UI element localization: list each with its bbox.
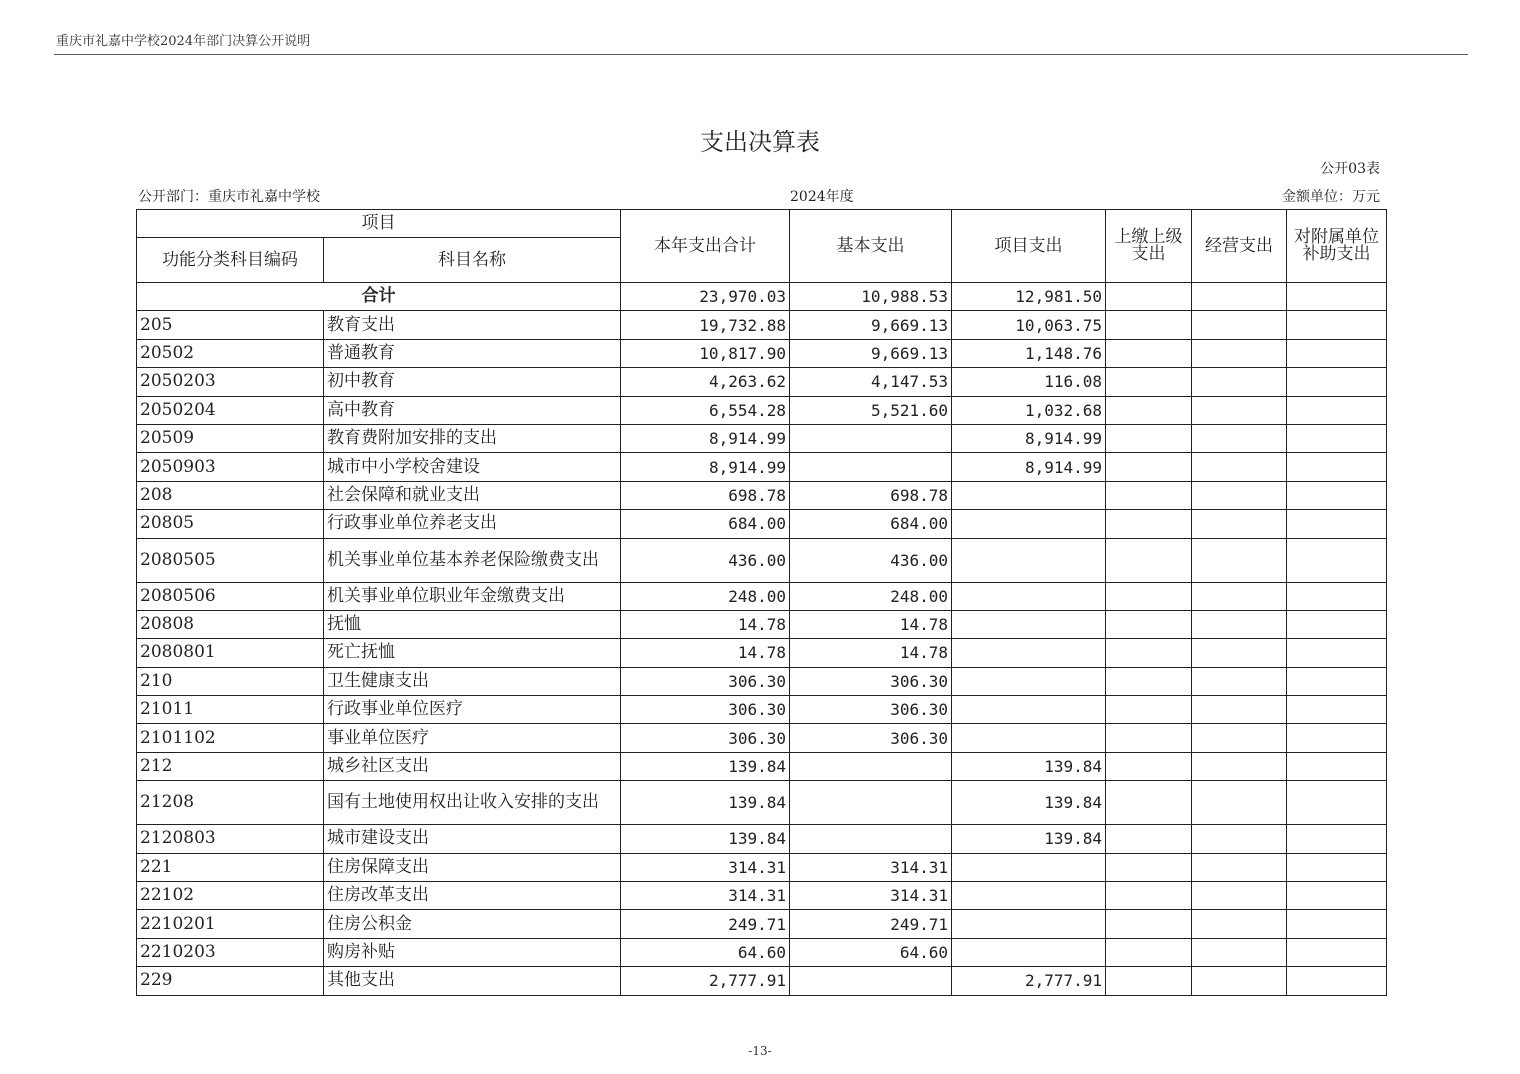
row-upper — [1106, 582, 1192, 610]
row-basic — [790, 781, 952, 825]
row-business — [1192, 339, 1287, 367]
row-subsidy — [1287, 538, 1387, 582]
row-name: 住房保障支出 — [324, 853, 621, 881]
row-total: 139.84 — [621, 781, 790, 825]
row-code: 205 — [137, 311, 324, 339]
row-basic: 306.30 — [790, 667, 952, 695]
row-subsidy — [1287, 510, 1387, 538]
row-business — [1192, 781, 1287, 825]
row-business — [1192, 311, 1287, 339]
row-code: 21208 — [137, 781, 324, 825]
row-upper — [1106, 396, 1192, 424]
row-basic: 249.71 — [790, 910, 952, 938]
row-code: 21011 — [137, 696, 324, 724]
row-name: 事业单位医疗 — [324, 724, 621, 752]
row-item — [952, 582, 1106, 610]
row-item — [952, 667, 1106, 695]
total-item: 12,981.50 — [952, 283, 1106, 311]
document-header: 重庆市礼嘉中学校2024年部门决算公开说明 — [56, 34, 311, 49]
row-item — [952, 639, 1106, 667]
table-row — [137, 538, 1387, 582]
table-row — [137, 724, 1387, 752]
table-row — [137, 453, 1387, 481]
row-business — [1192, 910, 1287, 938]
row-name: 城乡社区支出 — [324, 752, 621, 780]
expenditure-table — [136, 209, 1387, 996]
row-subsidy — [1287, 339, 1387, 367]
header-item: 项目支出 — [952, 210, 1106, 283]
row-business — [1192, 368, 1287, 396]
row-subsidy — [1287, 724, 1387, 752]
row-name: 抚恤 — [324, 610, 621, 638]
row-code: 2050203 — [137, 368, 324, 396]
row-basic: 314.31 — [790, 853, 952, 881]
fiscal-year-label: 2024年度 — [790, 189, 854, 205]
row-upper — [1106, 825, 1192, 853]
row-name: 死亡抚恤 — [324, 639, 621, 667]
row-code: 210 — [137, 667, 324, 695]
row-basic: 5,521.60 — [790, 396, 952, 424]
row-upper — [1106, 481, 1192, 509]
table-row — [137, 781, 1387, 825]
row-upper — [1106, 910, 1192, 938]
row-total: 306.30 — [621, 724, 790, 752]
row-business — [1192, 610, 1287, 638]
row-business — [1192, 481, 1287, 509]
header-basic: 基本支出 — [790, 210, 952, 283]
row-subsidy — [1287, 752, 1387, 780]
row-name: 其他支出 — [324, 967, 621, 995]
row-basic: 306.30 — [790, 724, 952, 752]
row-upper — [1106, 538, 1192, 582]
row-upper — [1106, 368, 1192, 396]
row-upper — [1106, 453, 1192, 481]
row-total: 684.00 — [621, 510, 790, 538]
table-row — [137, 938, 1387, 966]
row-subsidy — [1287, 396, 1387, 424]
row-subsidy — [1287, 781, 1387, 825]
header-subsidy: 对附属单位补助支出 — [1287, 210, 1387, 283]
total-subsidy — [1287, 283, 1387, 311]
row-code: 2101102 — [137, 724, 324, 752]
row-code: 2050903 — [137, 453, 324, 481]
row-name: 行政事业单位医疗 — [324, 696, 621, 724]
header-business: 经营支出 — [1192, 210, 1287, 283]
row-item — [952, 510, 1106, 538]
row-basic: 698.78 — [790, 481, 952, 509]
row-code: 2050204 — [137, 396, 324, 424]
row-upper — [1106, 781, 1192, 825]
row-name: 教育支出 — [324, 311, 621, 339]
row-item — [952, 910, 1106, 938]
row-name: 住房公积金 — [324, 910, 621, 938]
row-total: 2,777.91 — [621, 967, 790, 995]
row-business — [1192, 967, 1287, 995]
table-row — [137, 639, 1387, 667]
row-subsidy — [1287, 453, 1387, 481]
row-code: 2210201 — [137, 910, 324, 938]
row-total: 64.60 — [621, 938, 790, 966]
row-business — [1192, 396, 1287, 424]
row-basic: 684.00 — [790, 510, 952, 538]
row-business — [1192, 510, 1287, 538]
row-business — [1192, 453, 1287, 481]
row-basic — [790, 424, 952, 452]
row-total: 698.78 — [621, 481, 790, 509]
row-total: 139.84 — [621, 752, 790, 780]
row-business — [1192, 752, 1287, 780]
row-total: 139.84 — [621, 825, 790, 853]
row-item: 139.84 — [952, 752, 1106, 780]
header-upper: 上缴上级支出 — [1106, 210, 1192, 283]
header-project: 项目 — [137, 210, 621, 238]
row-item — [952, 853, 1106, 881]
row-item: 139.84 — [952, 825, 1106, 853]
row-total: 306.30 — [621, 667, 790, 695]
table-row — [137, 696, 1387, 724]
row-upper — [1106, 339, 1192, 367]
row-item: 2,777.91 — [952, 967, 1106, 995]
row-name: 初中教育 — [324, 368, 621, 396]
total-upper — [1106, 283, 1192, 311]
row-upper — [1106, 424, 1192, 452]
row-total: 249.71 — [621, 910, 790, 938]
row-subsidy — [1287, 882, 1387, 910]
row-total: 14.78 — [621, 639, 790, 667]
row-subsidy — [1287, 967, 1387, 995]
row-total: 436.00 — [621, 538, 790, 582]
row-subsidy — [1287, 938, 1387, 966]
row-business — [1192, 582, 1287, 610]
row-subsidy — [1287, 696, 1387, 724]
row-basic: 14.78 — [790, 639, 952, 667]
table-row — [137, 882, 1387, 910]
header-code: 功能分类科目编码 — [137, 238, 324, 283]
row-subsidy — [1287, 639, 1387, 667]
row-subsidy — [1287, 610, 1387, 638]
row-name: 社会保障和就业支出 — [324, 481, 621, 509]
table-row — [137, 825, 1387, 853]
row-total: 248.00 — [621, 582, 790, 610]
header-divider — [54, 54, 1468, 55]
row-name: 普通教育 — [324, 339, 621, 367]
row-subsidy — [1287, 667, 1387, 695]
row-item: 8,914.99 — [952, 453, 1106, 481]
row-item: 1,148.76 — [952, 339, 1106, 367]
row-upper — [1106, 610, 1192, 638]
row-item — [952, 610, 1106, 638]
row-total: 8,914.99 — [621, 453, 790, 481]
header-total: 本年支出合计 — [621, 210, 790, 283]
row-item — [952, 882, 1106, 910]
row-total: 19,732.88 — [621, 311, 790, 339]
row-basic — [790, 967, 952, 995]
row-name: 机关事业单位基本养老保险缴费支出 — [324, 538, 621, 582]
row-item — [952, 724, 1106, 752]
row-total: 8,914.99 — [621, 424, 790, 452]
row-total: 4,263.62 — [621, 368, 790, 396]
row-item — [952, 696, 1106, 724]
table-row — [137, 368, 1387, 396]
row-business — [1192, 938, 1287, 966]
row-upper — [1106, 938, 1192, 966]
row-subsidy — [1287, 853, 1387, 881]
row-business — [1192, 639, 1287, 667]
row-upper — [1106, 510, 1192, 538]
department-label: 公开部门：重庆市礼嘉中学校 — [138, 189, 320, 205]
row-business — [1192, 825, 1287, 853]
amount-unit-label: 金额单位：万元 — [1282, 189, 1380, 205]
row-business — [1192, 882, 1287, 910]
row-business — [1192, 853, 1287, 881]
row-code: 221 — [137, 853, 324, 881]
table-row — [137, 667, 1387, 695]
row-upper — [1106, 752, 1192, 780]
table-row — [137, 424, 1387, 452]
row-basic — [790, 453, 952, 481]
total-basic: 10,988.53 — [790, 283, 952, 311]
row-item: 139.84 — [952, 781, 1106, 825]
row-total: 306.30 — [621, 696, 790, 724]
row-basic: 9,669.13 — [790, 339, 952, 367]
row-item: 10,063.75 — [952, 311, 1106, 339]
row-upper — [1106, 882, 1192, 910]
row-item — [952, 938, 1106, 966]
row-item — [952, 538, 1106, 582]
row-name: 住房改革支出 — [324, 882, 621, 910]
row-basic: 9,669.13 — [790, 311, 952, 339]
row-basic — [790, 752, 952, 780]
row-basic: 14.78 — [790, 610, 952, 638]
row-business — [1192, 724, 1287, 752]
row-subsidy — [1287, 825, 1387, 853]
table-row — [137, 582, 1387, 610]
row-upper — [1106, 853, 1192, 881]
header-name: 科目名称 — [324, 238, 621, 283]
table-row — [137, 510, 1387, 538]
table-row — [137, 481, 1387, 509]
row-item — [952, 481, 1106, 509]
table-row — [137, 910, 1387, 938]
row-code: 2080505 — [137, 538, 324, 582]
row-total: 10,817.90 — [621, 339, 790, 367]
row-name: 卫生健康支出 — [324, 667, 621, 695]
row-code: 20509 — [137, 424, 324, 452]
row-code: 20808 — [137, 610, 324, 638]
row-basic: 64.60 — [790, 938, 952, 966]
row-code: 2120803 — [137, 825, 324, 853]
row-name: 城市建设支出 — [324, 825, 621, 853]
total-row — [137, 283, 1387, 311]
row-name: 高中教育 — [324, 396, 621, 424]
row-upper — [1106, 967, 1192, 995]
row-code: 2080801 — [137, 639, 324, 667]
row-upper — [1106, 696, 1192, 724]
row-total: 14.78 — [621, 610, 790, 638]
row-subsidy — [1287, 481, 1387, 509]
row-name: 机关事业单位职业年金缴费支出 — [324, 582, 621, 610]
row-basic: 4,147.53 — [790, 368, 952, 396]
row-basic — [790, 825, 952, 853]
row-subsidy — [1287, 910, 1387, 938]
table-row — [137, 752, 1387, 780]
row-code: 229 — [137, 967, 324, 995]
row-name: 国有土地使用权出让收入安排的支出 — [324, 781, 621, 825]
row-total: 314.31 — [621, 882, 790, 910]
row-subsidy — [1287, 582, 1387, 610]
table-row — [137, 311, 1387, 339]
row-code: 20805 — [137, 510, 324, 538]
row-upper — [1106, 724, 1192, 752]
row-name: 教育费附加安排的支出 — [324, 424, 621, 452]
row-total: 6,554.28 — [621, 396, 790, 424]
row-basic: 306.30 — [790, 696, 952, 724]
row-code: 212 — [137, 752, 324, 780]
row-upper — [1106, 667, 1192, 695]
row-code: 2210203 — [137, 938, 324, 966]
row-business — [1192, 696, 1287, 724]
row-business — [1192, 667, 1287, 695]
row-subsidy — [1287, 368, 1387, 396]
row-name: 购房补贴 — [324, 938, 621, 966]
table-row — [137, 396, 1387, 424]
table-row — [137, 853, 1387, 881]
page-title: 支出决算表 — [700, 128, 820, 156]
row-code: 2080506 — [137, 582, 324, 610]
row-basic: 314.31 — [790, 882, 952, 910]
table-row — [137, 967, 1387, 995]
row-code: 22102 — [137, 882, 324, 910]
row-code: 20502 — [137, 339, 324, 367]
table-row — [137, 610, 1387, 638]
row-item: 1,032.68 — [952, 396, 1106, 424]
row-subsidy — [1287, 424, 1387, 452]
row-upper — [1106, 311, 1192, 339]
row-total: 314.31 — [621, 853, 790, 881]
page-number: -13- — [748, 1044, 772, 1058]
row-business — [1192, 538, 1287, 582]
row-name: 行政事业单位养老支出 — [324, 510, 621, 538]
row-item: 116.08 — [952, 368, 1106, 396]
row-business — [1192, 424, 1287, 452]
table-number: 公开03表 — [1320, 161, 1380, 177]
row-upper — [1106, 639, 1192, 667]
total-label: 合计 — [137, 283, 621, 311]
row-item: 8,914.99 — [952, 424, 1106, 452]
row-code: 208 — [137, 481, 324, 509]
row-basic: 436.00 — [790, 538, 952, 582]
total-business — [1192, 283, 1287, 311]
row-name: 城市中小学校舍建设 — [324, 453, 621, 481]
row-basic: 248.00 — [790, 582, 952, 610]
total-sum: 23,970.03 — [621, 283, 790, 311]
row-subsidy — [1287, 311, 1387, 339]
table-row — [137, 339, 1387, 367]
